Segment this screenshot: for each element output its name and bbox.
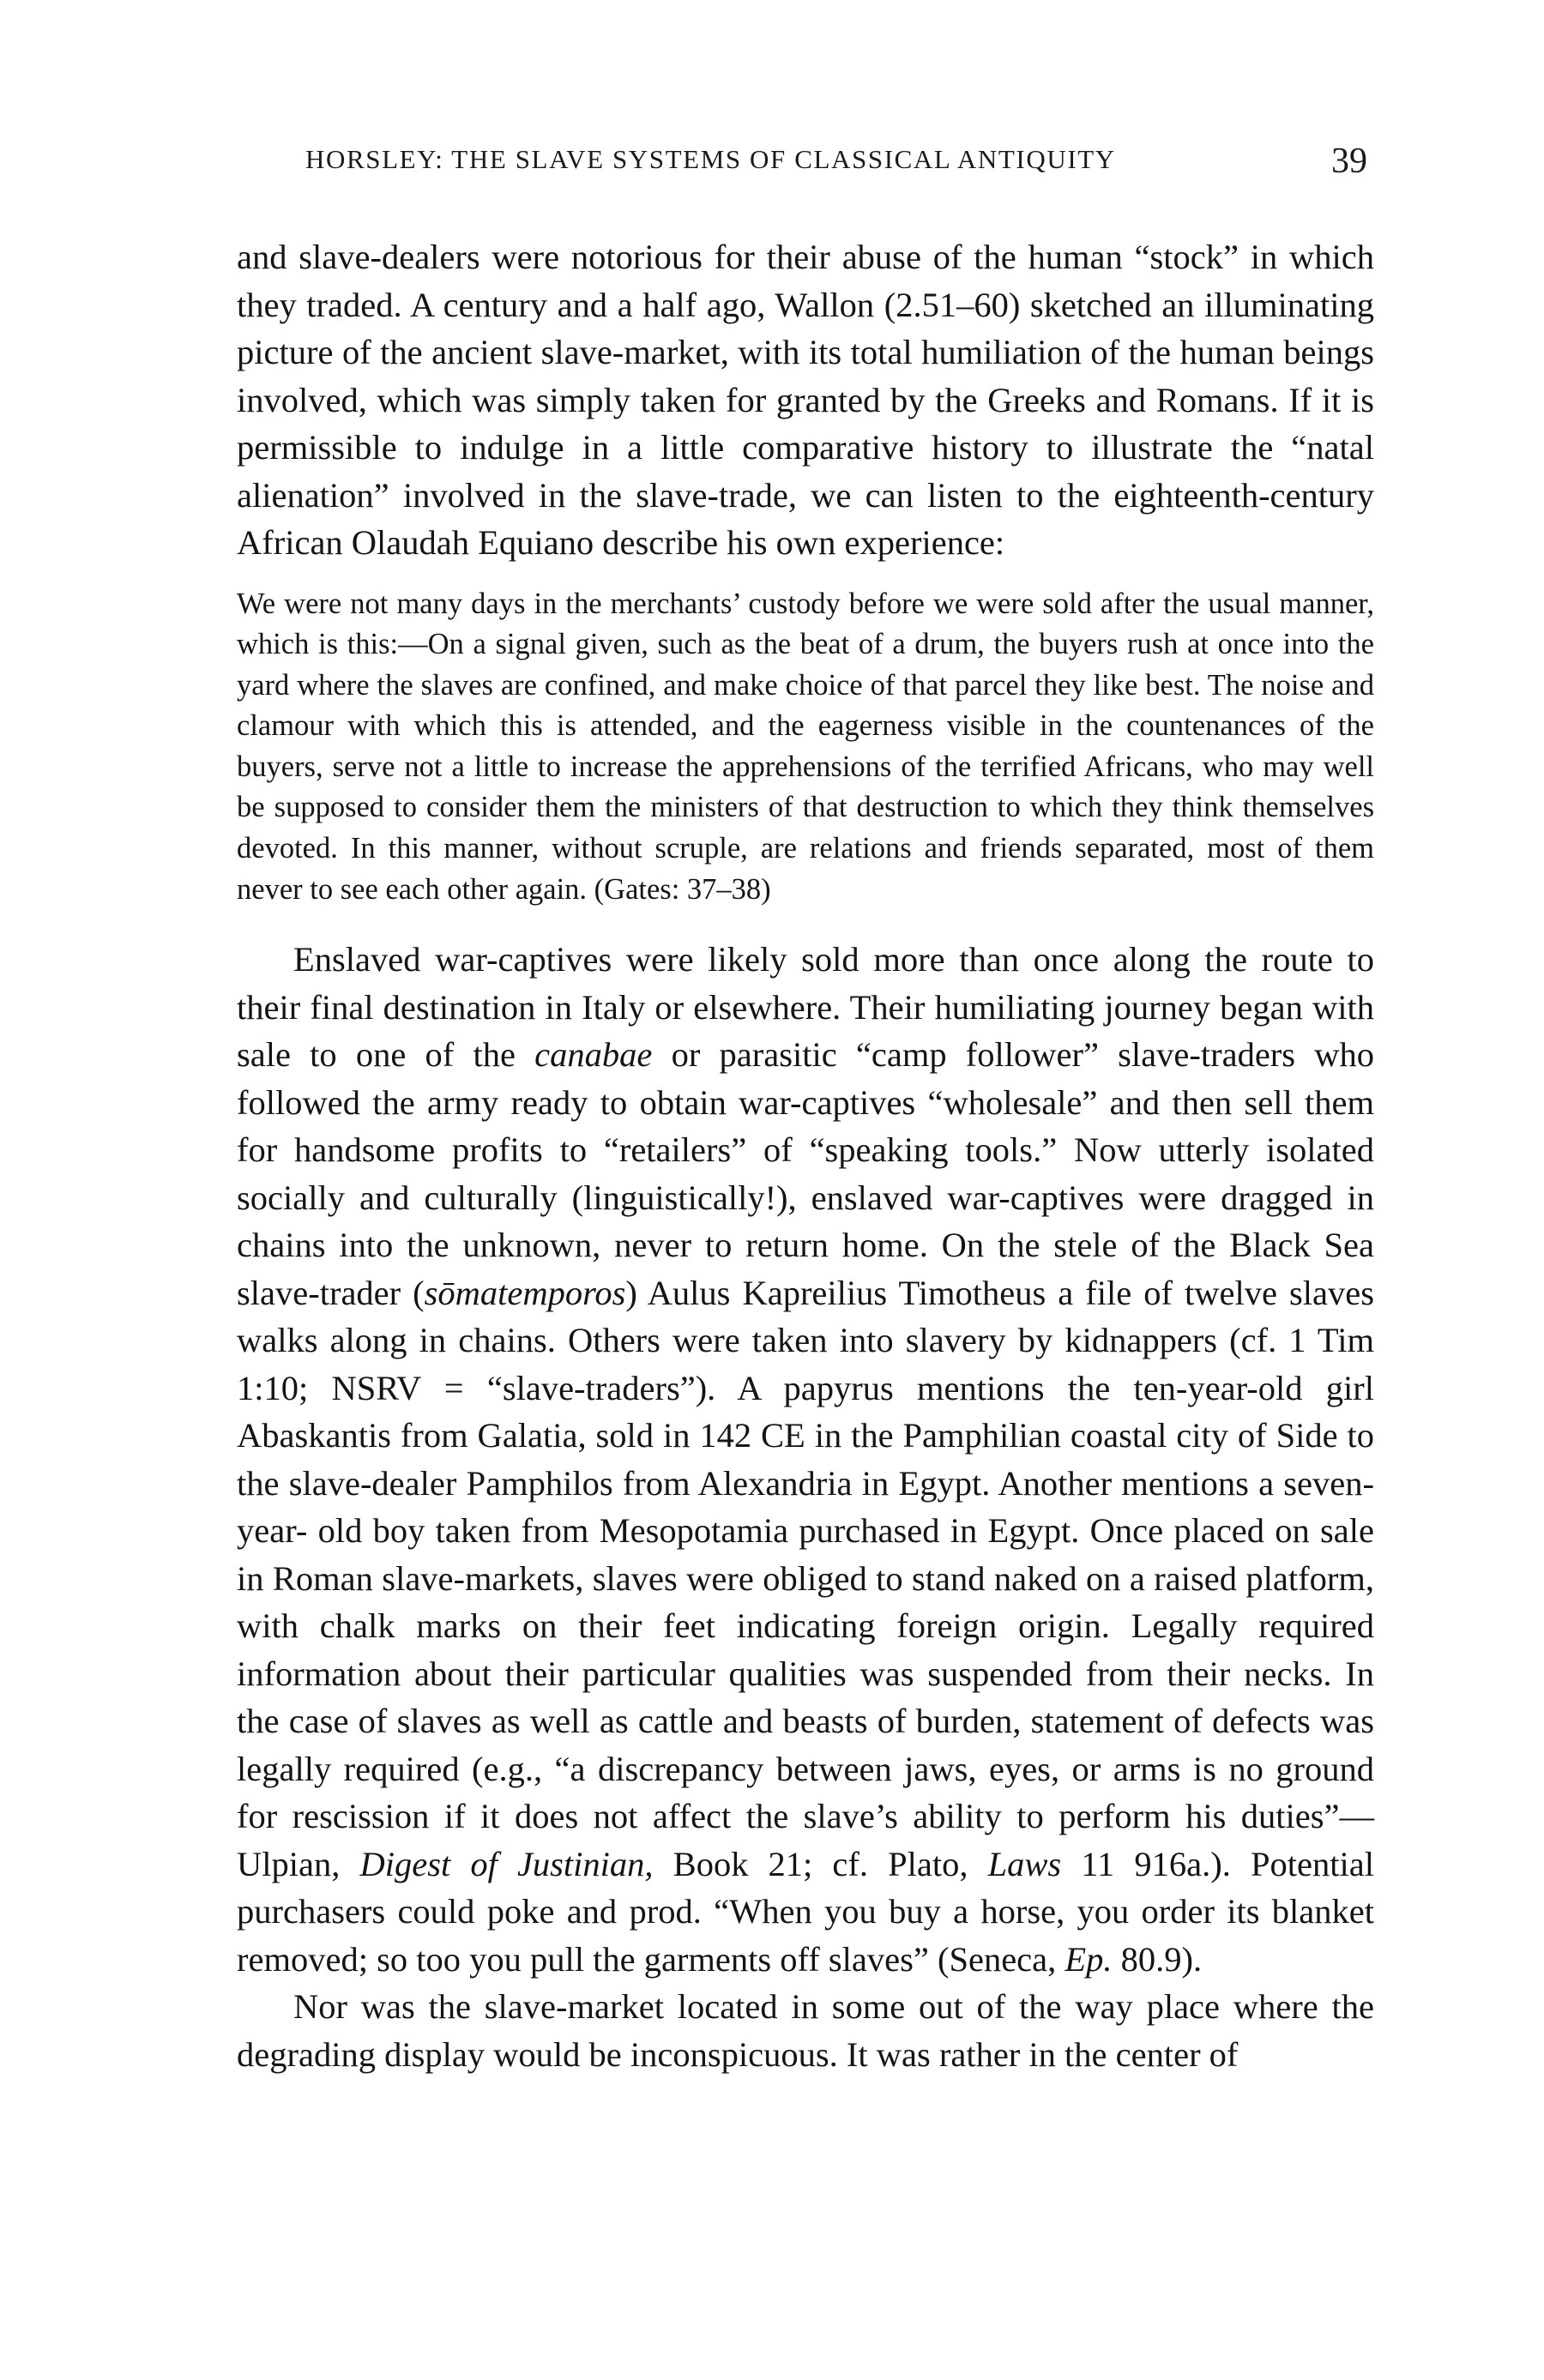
page-number: 39 — [1331, 142, 1367, 181]
block-quote: We were not many days in the merchants’ custody before we were sold after the usual manner, which is this:—On a signal given, such as the beat of a drum, the buyers rush at once into the yard where the slaves are confined, and make choice of that parcel they like best. The noise and clamour with which this is attended, and the eagerness visible in the countenances of the buyers, serve not a little to increase the apprehensions of the terrified Africans, who may well be supposed to consider them the ministers of that destruction to which they think themselves devoted. In this manner, without scruple, are relations and friends separated, most of them never to see each other again. (Gates: 37–38) — [237, 587, 1374, 906]
body-text — [237, 233, 1374, 2078]
paragraph-2-text: 11 916a.). Potential purchasers could poke and prod. “When you buy a horse, you order its blanket removed; so too you pull the garments off slaves” (Seneca, — [237, 1844, 1374, 1979]
italic-laws: Laws — [987, 1844, 1062, 1883]
paragraph-2-text: ) Aulus Kapreilius Timotheus a file of twelve slaves walks along in chains. Others were taken into slavery by kidnappers (cf. 1 Tim 1:10; NSRV = “slave-traders”). A papyrus mentions the ten-year-old girl Abaskantis from Galatia, sold in 142 CE in the Pamphilian coastal city of Side to the slave-dealer Pamphilos from Alexandria in Egypt. Another mentions a seven-year- old boy taken from Mesopotamia purchased in Egypt. Once placed on sale in Roman slave-markets, slaves were obliged to stand naked on a raised platform, with chalk marks on their feet indicating foreign origin. Legally required information about their particular qualities was suspended from their necks. In the case of slaves as well as cattle and beasts of burden, statement of defects was legally required (e.g., “a discrepancy between jaws, eyes, or arms is no ground for rescission if it does not affect the slave’s ability to perform his duties”—Ulpian, — [237, 1273, 1374, 1883]
page-header — [237, 144, 1374, 204]
paragraph-2 — [237, 936, 1374, 1983]
paragraph-2-text: 80.9). — [1112, 1939, 1203, 1979]
italic-ep: Ep. — [1065, 1939, 1113, 1979]
paragraph-3: Nor was the slave-market located in some out of the way place where the degrading display would be inconspicuous. It was rather in the center of — [237, 1987, 1374, 2074]
italic-digest-of-justinian: Digest of Justinian, — [359, 1844, 654, 1883]
italic-canabae: canabae — [534, 1035, 653, 1075]
paragraph-1: and slave-dealers were notorious for their abuse of the human “stock” in which they traded. A century and a half ago, Wallon (2.51–60) sketched an illuminating picture of the ancient slave-market, with its total humiliation of the human beings involved, which was simply taken for granted by the Greeks and Romans. If it is permissible to indulge in a little comparative history to illustrate the “natal alienation” involved in the slave-trade, we can listen to the eighteenth-century African Olaudah Equiano describe his own experience: — [237, 238, 1374, 562]
paragraph-2-text: Book 21; cf. Plato, — [653, 1844, 988, 1883]
running-head: HORSLEY: THE SLAVE SYSTEMS OF CLASSICAL ANTIQUITY — [305, 144, 1116, 174]
italic-somatemporos: sōmatemporos — [424, 1273, 626, 1312]
paragraph-2-text: Enslaved war-captives were likely sold more than once along the route to their final destination in Italy or elsewhere. Their humiliating journey began with sale to one of the — [237, 940, 1374, 1075]
paragraph-2-text: or parasitic “camp follower” slave-traders who followed the army ready to obtain war-captives “wholesale” and then sell them for handsome profits to “retailers” of “speaking tools.” Now utterly isolated socially and culturally (linguistically!), enslaved war-captives were dragged in chains into the unknown, never to return home. On the stele of the Black Sea slave-trader ( — [237, 1035, 1374, 1312]
